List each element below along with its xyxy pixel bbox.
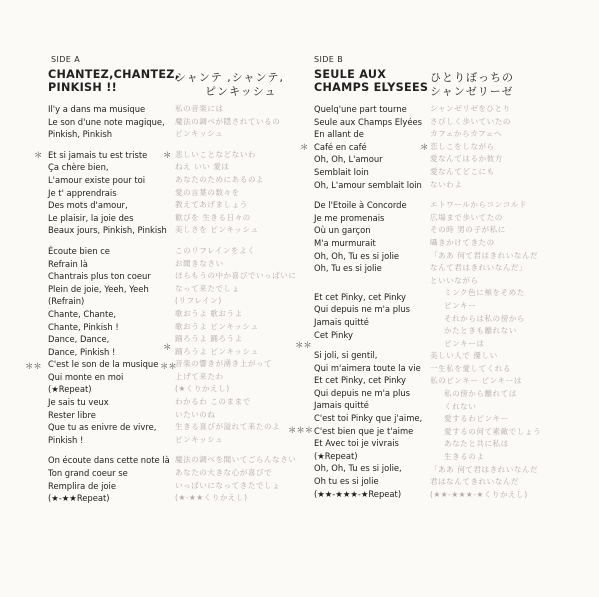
lyric-line: Et cet Pinky, cet Pinky	[314, 291, 406, 302]
lyric-line: Qui m'aimera toute la vie	[314, 362, 421, 373]
lyric-line: Cet Pinky	[314, 329, 353, 340]
repeat-marker: ＊＊	[295, 340, 312, 350]
lyric-line: ねえ いい 愛は	[175, 162, 230, 172]
lyric-line: (★Repeat)	[48, 384, 92, 395]
lyric-line: Oh, Oh, Tu es si jolie	[314, 250, 400, 261]
lyric-line: わかるわ このままで	[175, 397, 251, 407]
lyric-line: さびしく歩いていたの	[430, 116, 511, 126]
lyric-line: (★★-★★★-★くりかえし)	[430, 489, 528, 499]
side-a-jp-title-line: シャンテ ,シャンテ,	[175, 71, 285, 84]
lyric-line: 生きるのよ	[444, 452, 485, 462]
lyric-line: C'est toi Pinky que j'aime,	[314, 413, 423, 424]
lyric-line: あなたと共に私は	[444, 439, 509, 449]
lyric-line: Chante, Pinkish !	[48, 321, 119, 332]
side-a-jp-title	[175, 71, 284, 98]
lyric-line: 歌おうよ ピンキッシュ	[175, 321, 259, 331]
repeat-marker: ＊	[420, 142, 429, 152]
lyric-line: 魔法の調べが隠されているの	[175, 116, 281, 126]
lyric-line: Jamais quitté	[314, 316, 369, 327]
side-a-jp-title-line: ピンキッシュ	[205, 84, 277, 98]
lyric-line: Que tu as enivre de vivre,	[48, 422, 157, 433]
side-a-japanese-lyrics	[175, 103, 296, 505]
lyric-line: いたいのね	[175, 409, 216, 419]
lyric-line: 愛なんてどこにも	[430, 166, 495, 176]
lyric-line: Je sais tu veux	[48, 397, 109, 408]
side-a-label: SIDE A	[51, 55, 81, 64]
lyric-line: といいながら	[430, 275, 479, 285]
lyric-line: Écoute bien ce	[48, 245, 110, 256]
repeat-marker: ＊＊	[160, 361, 177, 371]
lyric-line: Qui monte en moi	[48, 371, 124, 382]
side-a-title-line: PINKISH !!	[48, 81, 118, 94]
lyric-line: かたときも離れない	[444, 326, 517, 336]
lyric-line: ミンク色に頬をそめた	[444, 288, 525, 298]
repeat-marker: ＊＊＊	[288, 425, 314, 435]
lyric-line: なんて君はきれいなんだ」	[430, 263, 528, 273]
lyric-line: Café en café	[314, 141, 367, 152]
lyric-line: Chantrais plus ton coeur	[48, 271, 151, 282]
side-b-label: SIDE B	[314, 55, 344, 64]
lyric-line: Et Avec toi je vivrais	[314, 438, 399, 449]
lyric-line: 愛なんてはるか彼方	[430, 154, 503, 164]
repeat-marker: ＊＊	[25, 361, 42, 371]
lyric-line: なって来たでしょ	[175, 283, 240, 293]
lyric-line: Il'y a dans ma musique	[48, 104, 146, 114]
lyric-line: このリフレインをよく	[175, 245, 256, 255]
lyric-line: Je t' apprendrais	[48, 187, 117, 198]
side-b-jp-title	[430, 71, 514, 98]
lyric-line: あなたのためにあるのよ	[175, 174, 265, 184]
lyric-line: Quelq'une part tourne	[314, 104, 407, 114]
lyric-line: Pinkish, Pinkish	[48, 129, 113, 140]
lyric-line: 私の傍から離れては	[444, 389, 517, 399]
lyric-line: Pinkish !	[48, 434, 84, 445]
lyric-line: Ça chère bien,	[48, 162, 109, 173]
lyric-line: 教えてあげましょう	[175, 200, 248, 210]
lyric-line: 愛するの何て素敵でしょう	[444, 426, 542, 436]
lyric-line: De l'Etoile à Concorde	[314, 200, 407, 211]
lyric-line: 歓びを 生きる日々の	[175, 212, 251, 222]
lyric-line: 魔法の調べを聞いてごらんなさい	[175, 455, 297, 465]
lyric-line: (★Repeat)	[314, 450, 358, 461]
lyric-line: それからは私の傍から	[444, 313, 525, 323]
lyric-line: Oh, L'amour semblait loin	[314, 179, 422, 190]
lyric-line: 歌おうよ 歌おうよ	[175, 308, 243, 318]
lyric-line: Ton grand coeur se	[48, 468, 128, 479]
lyric-line: (★★-★★★-★Repeat)	[314, 488, 402, 499]
side-b-title-line: SEULE AUX	[314, 68, 387, 81]
lyric-line: Dance, Pinkish !	[48, 346, 116, 357]
lyric-line: (★-★★くりかえし)	[175, 493, 248, 503]
lyric-line: (★-★★Repeat)	[48, 493, 110, 504]
lyric-line: Semblait loin	[314, 166, 369, 177]
lyric-line: 悲しいことなどないわ	[175, 149, 256, 159]
repeat-marker: ＊	[300, 142, 309, 152]
lyric-line: 私のピンキー ピンキーは	[430, 376, 522, 386]
side-b-title-line: CHAMPS ELYSEES	[314, 81, 429, 94]
lyric-line: L'amour existe pour toi	[48, 174, 146, 185]
lyric-line: Chante, Chante,	[48, 308, 117, 319]
lyric-line: Où un garçon	[314, 225, 371, 236]
lyric-line: ピンキーは	[444, 338, 485, 348]
side-b-japanese-lyrics	[430, 103, 541, 501]
lyric-line: 広場まで歩いてたの	[430, 212, 503, 222]
lyric-line: Oh, Tu es si jolie	[314, 263, 382, 274]
lyric-line: カフェからカフェへ	[430, 129, 503, 139]
lyric-line: 「ああ 何て君はきれいなんだ	[430, 250, 539, 260]
lyric-line: Jamais quitté	[314, 400, 369, 411]
side-a-french-lyrics	[48, 103, 170, 505]
lyric-line: Beaux jours, Pinkish, Pinkish	[48, 225, 167, 236]
lyric-line: いっぱいになってきたでしょ	[175, 480, 281, 490]
lyric-line: Seule aux Champs Elyées	[314, 116, 423, 127]
lyric-line: ピンキッシュ	[175, 129, 224, 139]
lyric-line: Des mots d'amour,	[48, 200, 128, 211]
side-a-title-line: CHANTEZ,CHANTEZ,	[48, 68, 180, 81]
lyric-line: Refrain là	[48, 258, 88, 269]
lyric-line: ないわよ	[430, 179, 463, 189]
lyric-line: ピンキッシュ	[175, 434, 224, 444]
lyric-line: ほらもうの中か喜びでいっぱいに	[175, 271, 297, 281]
repeat-marker: ＊	[163, 150, 172, 160]
repeat-marker: ＊	[34, 150, 43, 160]
lyric-line: 音楽の響きが湧き上がって	[175, 359, 273, 369]
lyric-line: Le son d'une note magique,	[48, 116, 165, 127]
lyric-line: En allant de	[314, 129, 364, 140]
lyric-line: 踊ろうよ 踊ろうよ	[175, 334, 243, 344]
lyric-line: お聞きなさい	[175, 258, 224, 268]
lyric-line: C'est le son de la musique	[48, 359, 159, 370]
lyric-line: その時 男の子が私に	[430, 225, 506, 235]
lyric-line: 上げて来たわ	[175, 371, 224, 381]
side-b-title	[314, 68, 428, 94]
lyric-line: 私の音楽には	[175, 104, 224, 113]
lyric-line: Plein de joie, Yeeh, Yeeh	[48, 283, 149, 294]
lyric-line: 愛するわピンキー	[444, 414, 509, 424]
side-b-jp-title-line: シャンゼリーゼ	[430, 84, 514, 98]
lyric-line: Oh, Oh, Tu es si jolie,	[314, 463, 402, 474]
lyric-line: 「ああ 何て君はきれいなんだ	[430, 464, 539, 474]
lyric-line: 恋しこをしながら	[430, 141, 495, 151]
lyric-line: 君はなんてきれいなんだ	[430, 477, 520, 487]
lyric-line: 囁きかけてきたの	[430, 237, 495, 247]
lyric-line: (★くりかえし)	[175, 384, 230, 394]
side-a-title	[48, 68, 179, 94]
lyric-line: 美しい人で 優しい	[430, 351, 498, 361]
lyric-line: 美しさを ピンキッシュ	[175, 225, 259, 235]
lyric-line: (Refrain)	[48, 296, 85, 307]
lyric-line: Si joli, si gentil,	[314, 350, 378, 361]
lyric-line: Et si jamais tu est triste	[48, 149, 148, 160]
side-b-french-lyrics	[314, 103, 422, 500]
lyric-line: C'est bien que je t'aime	[314, 425, 414, 436]
lyric-line: Dance, Dance,	[48, 334, 110, 345]
lyric-line: ピンキー	[444, 300, 477, 310]
lyric-line: Qui depuis ne m'a plus	[314, 304, 411, 315]
lyric-line: (リフレイン)	[175, 296, 222, 306]
lyric-line: Je me promenais	[314, 212, 385, 223]
lyric-line: 一生私を愛してくれる	[430, 363, 511, 373]
lyric-line: Oh tu es si jolie	[314, 476, 379, 487]
lyric-line: 愛の言葉の数々を	[175, 187, 240, 197]
lyric-line: Remplira de joie	[48, 480, 117, 491]
lyric-line: くれない	[444, 401, 477, 411]
repeat-marker: ＊	[163, 342, 172, 352]
lyric-line: 踊ろうよ ピンキッシュ	[175, 346, 259, 356]
lyric-line: On écoute dans cette note là	[48, 455, 170, 466]
lyric-line: Oh, Oh, L'amour	[314, 154, 383, 165]
lyric-line: Rester libre	[48, 409, 96, 420]
lyric-line: Le plaisir, la joie des	[48, 212, 134, 223]
lyric-line: Qui depuis ne m'a plus	[314, 387, 411, 398]
lyric-line: M'a murmurait	[314, 237, 376, 248]
side-b-jp-title-line: ひとりぼっちの	[430, 71, 514, 84]
lyric-line: Et cet Pinky, cet Pinky	[314, 375, 406, 386]
lyric-line: あなたの大きな心が喜びで	[175, 468, 273, 478]
lyric-line: シャンゼリゼをひとり	[430, 104, 511, 113]
lyric-line: 生きる喜びが溢れて来たのよ	[175, 422, 281, 432]
lyric-line: エトワールからコンコルド	[430, 200, 527, 210]
